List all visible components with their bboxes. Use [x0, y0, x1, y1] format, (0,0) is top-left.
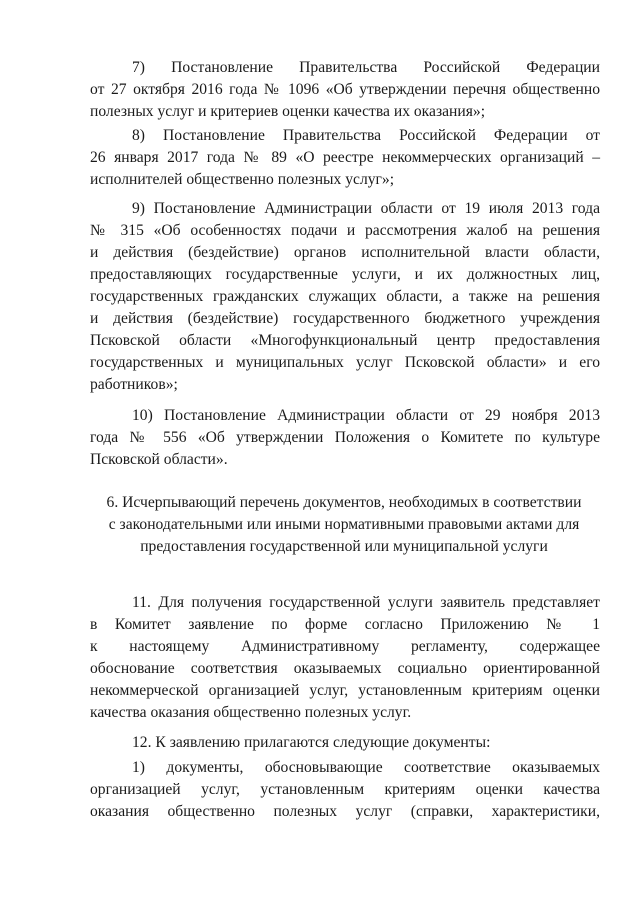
text-line: качества оказания общественно полезных услуг. — [90, 704, 412, 721]
text-line: 9) Постановление Администрации области от 19 июля 2013 года — [132, 200, 600, 217]
text-line: некоммерческой организацией услуг, установленным критериям оценки — [90, 682, 600, 699]
text-line: работников»; — [90, 376, 178, 393]
text-line: обоснование соответствия оказываемых социально ориентированной — [90, 660, 600, 677]
text-line: 7) Постановление Правительства Российской Федерации — [132, 59, 600, 76]
paragraph-11 — [90, 592, 600, 724]
text-line: и действия (бездействие) органов исполнительной власти области, — [90, 244, 600, 261]
heading-line: с законодательными или иными нормативными правовыми актами для — [108, 516, 580, 533]
text-line: года № 556 «Об утверждении Положения о Комитете по культуре — [90, 429, 600, 446]
text-line: 1) документы, обосновывающие соответствие оказываемых — [132, 759, 600, 776]
text-line: № 315 «Об особенностях подачи и рассмотрения жалоб на решения — [90, 222, 600, 239]
text-line: 12. К заявлению прилагаются следующие документы: — [132, 734, 491, 751]
paragraph-12 — [90, 732, 600, 754]
list-item-8 — [90, 125, 600, 191]
text-line: 10) Постановление Администрации области от 29 ноября 2013 — [132, 407, 600, 424]
text-line: 26 января 2017 года № 89 «О реестре некоммерческих организаций – — [90, 149, 600, 166]
text-line: предоставляющих государственные услуги, и их должностных лиц, — [90, 266, 600, 283]
text-line: исполнителей общественно полезных услуг»; — [90, 171, 395, 188]
text-line: от 27 октября 2016 года № 1096 «Об утверждении перечня общественно — [90, 81, 600, 98]
text-line: оказания общественно полезных услуг (справки, характеристики, — [90, 803, 600, 820]
text-line: к настоящему Административному регламенту, содержащее — [90, 638, 600, 655]
text-line: и действия (бездействие) государственного бюджетного учреждения — [90, 310, 600, 327]
text-line: 8) Постановление Правительства Российской Федерации от — [132, 127, 600, 144]
heading-line: предоставления государственной или муниципальной услуги — [140, 538, 548, 555]
text-line: Псковской области». — [90, 451, 228, 468]
text-line: Псковской области «Многофункциональный центр предоставления — [90, 332, 600, 349]
list-item-10 — [90, 405, 600, 471]
text-line: полезных услуг и критериев оценки качества их оказания»; — [90, 103, 486, 120]
list-item-7 — [90, 57, 600, 123]
text-line: 11. Для получения государственной услуги заявитель представляет — [132, 594, 600, 611]
text-line: в Комитет заявление по форме согласно Приложению № 1 — [90, 616, 600, 633]
text-line: организацией услуг, установленным критериям оценки качества — [90, 781, 600, 798]
section-heading — [86, 492, 602, 558]
paragraph-12-item-1 — [90, 757, 600, 823]
text-line: государственных гражданских служащих области, а также на решения — [90, 288, 600, 305]
list-item-9 — [90, 198, 600, 396]
text-line: государственных и муниципальных услуг Псковской области» и его — [90, 354, 600, 371]
heading-line: 6. Исчерпывающий перечень документов, необходимых в соответствии — [106, 494, 582, 511]
